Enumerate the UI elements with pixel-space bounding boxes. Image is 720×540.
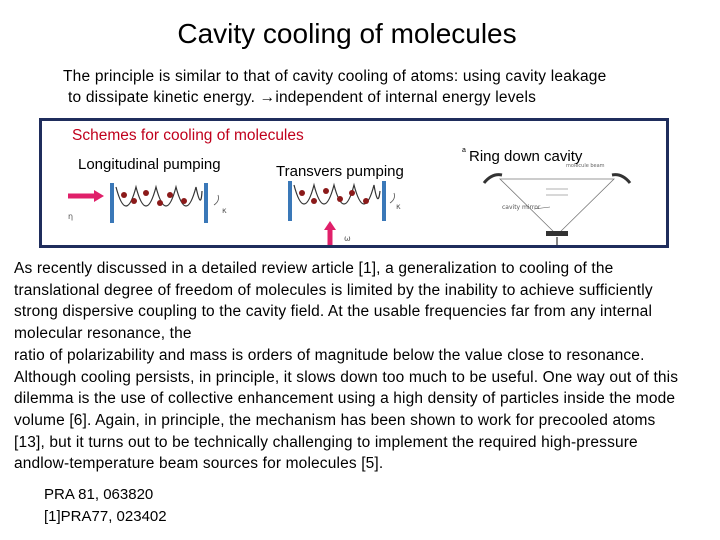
molecule bbox=[363, 198, 369, 204]
left-mirror bbox=[110, 183, 114, 223]
transverse-pumping-figure bbox=[282, 179, 422, 247]
molecule bbox=[131, 198, 137, 204]
intro-line-1: The principle is similar to that of cavity cooling of atoms: using cavity leakage bbox=[63, 68, 607, 85]
ring-label: Ring down cavity bbox=[469, 148, 583, 165]
eta-label: η bbox=[68, 212, 74, 221]
paragraph-line: Although cooling persists, in principle, it slows down too much to be useful. One way out of this bbox=[14, 368, 679, 386]
molecule bbox=[337, 196, 343, 202]
schemes-box bbox=[39, 118, 669, 248]
molecule bbox=[181, 198, 187, 204]
leak-arrow bbox=[390, 193, 395, 203]
ring-mirror-bottom bbox=[546, 231, 568, 236]
paragraph-line: andlow-temperature beam sources for molecules [5]. bbox=[14, 455, 384, 473]
right-arrow-icon: → bbox=[259, 89, 276, 106]
ring-prefix: a bbox=[462, 147, 466, 154]
intro-line-2-b: independent of internal energy levels bbox=[275, 89, 537, 106]
intro-line-2-a: to dissipate kinetic energy. bbox=[68, 89, 256, 106]
cavity-mirror-label: cavity mirror bbox=[502, 204, 541, 211]
ring-top-label: molecule beam bbox=[566, 163, 605, 169]
paragraph-line: [13], but it turns out to be technically challenging to implement the required high-pressure bbox=[14, 433, 638, 451]
right-mirror bbox=[204, 183, 208, 223]
molecule bbox=[323, 188, 329, 194]
slide-title: Cavity cooling of molecules bbox=[177, 18, 517, 49]
molecule bbox=[299, 190, 305, 196]
paragraph-line: ratio of polarizability and mass is orders of magnitude below the value close to resonance. bbox=[14, 346, 645, 364]
reference-item: [1]PRA77, 023402 bbox=[44, 507, 167, 525]
references bbox=[44, 484, 167, 527]
intro-text bbox=[63, 66, 606, 108]
molecule bbox=[157, 200, 163, 206]
ring-cavity-figure bbox=[462, 161, 652, 247]
reference-item: PRA 81, 063820 bbox=[44, 486, 154, 503]
paragraph-line: molecular resonance, the bbox=[14, 325, 192, 343]
schemes-title: Schemes for cooling of molecules bbox=[72, 127, 304, 144]
paragraph-line: As recently discussed in a detailed review article [1], a generalization to cooling of the bbox=[14, 260, 614, 277]
paragraph-line: strong dispersive coupling to the cavity field. At the usable frequencies far from any internal bbox=[14, 303, 653, 321]
kappa-label: κ bbox=[222, 206, 227, 215]
molecule bbox=[167, 192, 173, 198]
longitudinal-label: Longitudinal pumping bbox=[78, 156, 221, 173]
transverse-label: Transvers pumping bbox=[276, 163, 404, 180]
right-mirror bbox=[382, 181, 386, 221]
leak-arrow bbox=[214, 195, 219, 205]
molecule bbox=[143, 190, 149, 196]
body-paragraph bbox=[14, 258, 718, 475]
left-mirror bbox=[288, 181, 292, 221]
omega-label: ω bbox=[344, 234, 351, 243]
molecule bbox=[121, 192, 127, 198]
pump-arrow-head-icon bbox=[94, 190, 104, 202]
longitudinal-pumping-figure bbox=[64, 181, 254, 229]
paragraph-line: dilemma is the use of collective enhancement using a high density of particles inside the mode bbox=[14, 390, 676, 408]
molecule bbox=[311, 198, 317, 204]
kappa-label: κ bbox=[396, 202, 401, 211]
intro-line-2 bbox=[63, 87, 606, 108]
pump-arrow-head-icon bbox=[324, 221, 336, 230]
molecule bbox=[349, 190, 355, 196]
paragraph-line: translational degree of freedom of molecules is limited by the inability to achieve sufficiently bbox=[14, 281, 653, 299]
paragraph-line: volume [6]. Again, in principle, the mechanism has been shown to work for precooled atoms bbox=[14, 411, 656, 429]
